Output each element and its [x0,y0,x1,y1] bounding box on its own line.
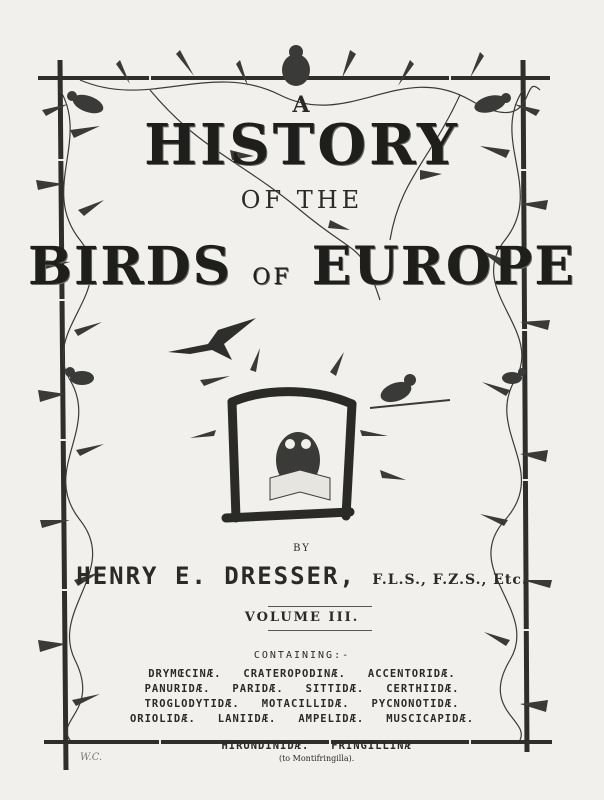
vignette-open-book [270,470,330,500]
title-history: HISTORY [144,112,460,178]
bird-top-center [282,45,310,86]
author-credentials: F.L.S., F.Z.S., Etc. [372,572,528,588]
title-of: OF [252,265,292,290]
title-article: A [292,92,312,118]
contents-last-note: (to Montifringilla). [278,754,355,763]
bird-left-middle [65,367,94,385]
engraver-signature: W.C. [80,752,103,763]
contents-line: TROGLODYTIDÆ. MOTACILLIDÆ. PYCNONOTIDÆ. [144,698,460,710]
author-line [0,562,604,590]
title-europe: EUROPE [311,236,576,297]
contents-line: DRYMŒCINÆ. CRATEROPODINÆ. ACCENTORIDÆ. [148,668,456,680]
contents-line: ORIOLIDÆ. LANIIDÆ. AMPELIDÆ. MUSCICAPIDÆ. [129,713,475,725]
title-birds-of-europe [0,236,604,297]
contents-line: PANURIDÆ. PARIDÆ. SITTIDÆ. CERTHIIDÆ. [144,683,460,695]
vignette-branch [370,400,450,408]
title-of-the: OF THE [240,186,364,214]
contents-last-families: HIRUNDINIDÆ. FRINGILLINÆ [221,740,412,752]
byline-by: BY [293,543,311,554]
volume-rule-bottom [268,630,372,631]
vignette-swallow [168,318,256,360]
volume-number: VOLUME III. [244,610,360,625]
vignette-perched-bird [378,374,416,406]
contents-heading: CONTAINING:- [253,650,351,661]
volume-rule-top [268,606,372,607]
author-name: HENRY E. DRESSER, [76,562,356,590]
title-birds: BIRDS [28,236,233,297]
